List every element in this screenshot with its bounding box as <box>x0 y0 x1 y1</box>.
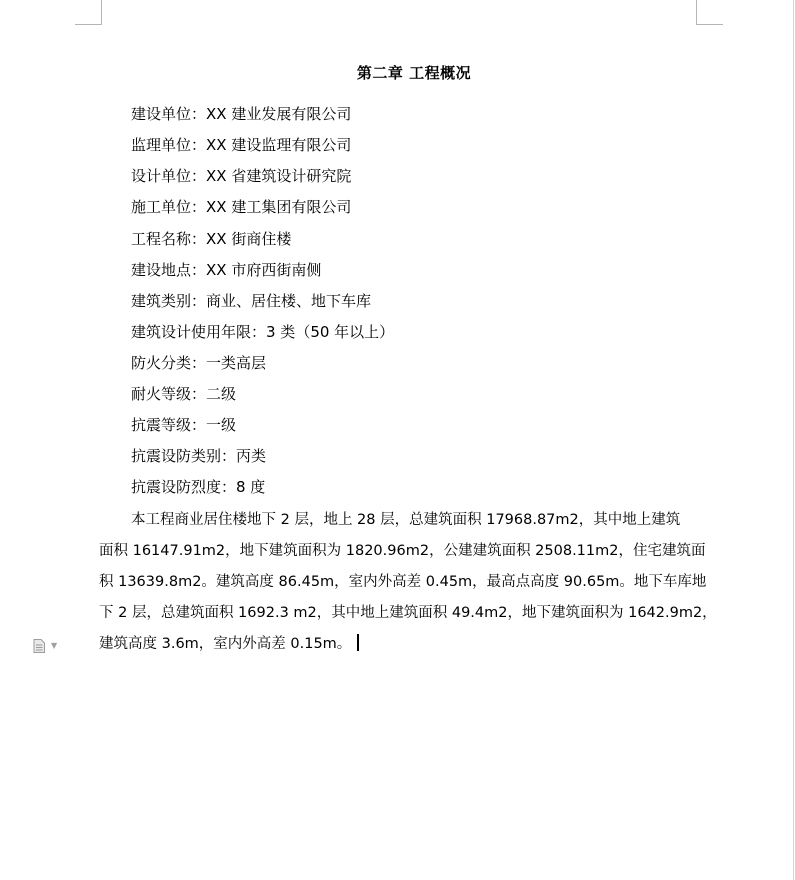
paragraph-line: 本工程商业居住楼地下 2 层，地上 28 层，总建筑面积 17968.87m2，其中地上建筑 <box>131 512 681 528</box>
field-fire-classification: 防火分类：一类高层 <box>131 354 267 372</box>
field-location: 建设地点：XX 市府西街南侧 <box>131 261 322 279</box>
field-construction-unit: 建设单位：XX 建业发展有限公司 <box>131 105 352 123</box>
field-fire-rating: 耐火等级：二级 <box>131 385 237 403</box>
project-description-paragraph[interactable] <box>99 505 717 660</box>
chevron-down-icon[interactable]: ▼ <box>51 641 58 650</box>
text-cursor <box>357 634 359 651</box>
paragraph-line: 积 13639.8m2。建筑高度 86.45m，室内外高差 0.45m，最高点高度 90.65m。地下车库地 <box>99 574 707 590</box>
field-design-unit: 设计单位：XX 省建筑设计研究院 <box>131 167 352 185</box>
field-design-life: 建筑设计使用年限：3 类（50 年以上） <box>131 323 395 341</box>
crop-mark-top-right <box>696 0 723 25</box>
paragraph-last-line <box>99 629 709 660</box>
field-seismic-category: 抗震设防类别：丙类 <box>131 447 267 465</box>
field-contractor: 施工单位：XX 建工集团有限公司 <box>131 198 352 216</box>
document-icon[interactable] <box>33 639 45 653</box>
paragraph-line: 下 2 层，总建筑面积 1692.3 m2，其中地上建筑面积 49.4m2，地下建筑面积为 1642.9m2， <box>99 605 717 621</box>
field-project-name: 工程名称：XX 街商住楼 <box>131 230 292 248</box>
field-building-category: 建筑类别：商业、居住楼、地下车库 <box>131 292 372 310</box>
page-edge <box>793 0 794 880</box>
field-seismic-grade: 抗震等级：一级 <box>131 416 237 434</box>
field-seismic-intensity: 抗震设防烈度：8 度 <box>131 478 266 496</box>
field-supervision-unit: 监理单位：XX 建设监理有限公司 <box>131 136 352 154</box>
crop-mark-top-left <box>75 0 102 25</box>
paragraph-line: 面积 16147.91m2，地下建筑面积为 1820.96m2，公建建筑面积 2508.11m2，住宅建筑面 <box>99 543 706 559</box>
chapter-title: 第二章 工程概况 <box>356 64 472 82</box>
paragraph-line-text: 建筑高度 3.6m，室内外高差 0.15m。 <box>99 636 352 652</box>
